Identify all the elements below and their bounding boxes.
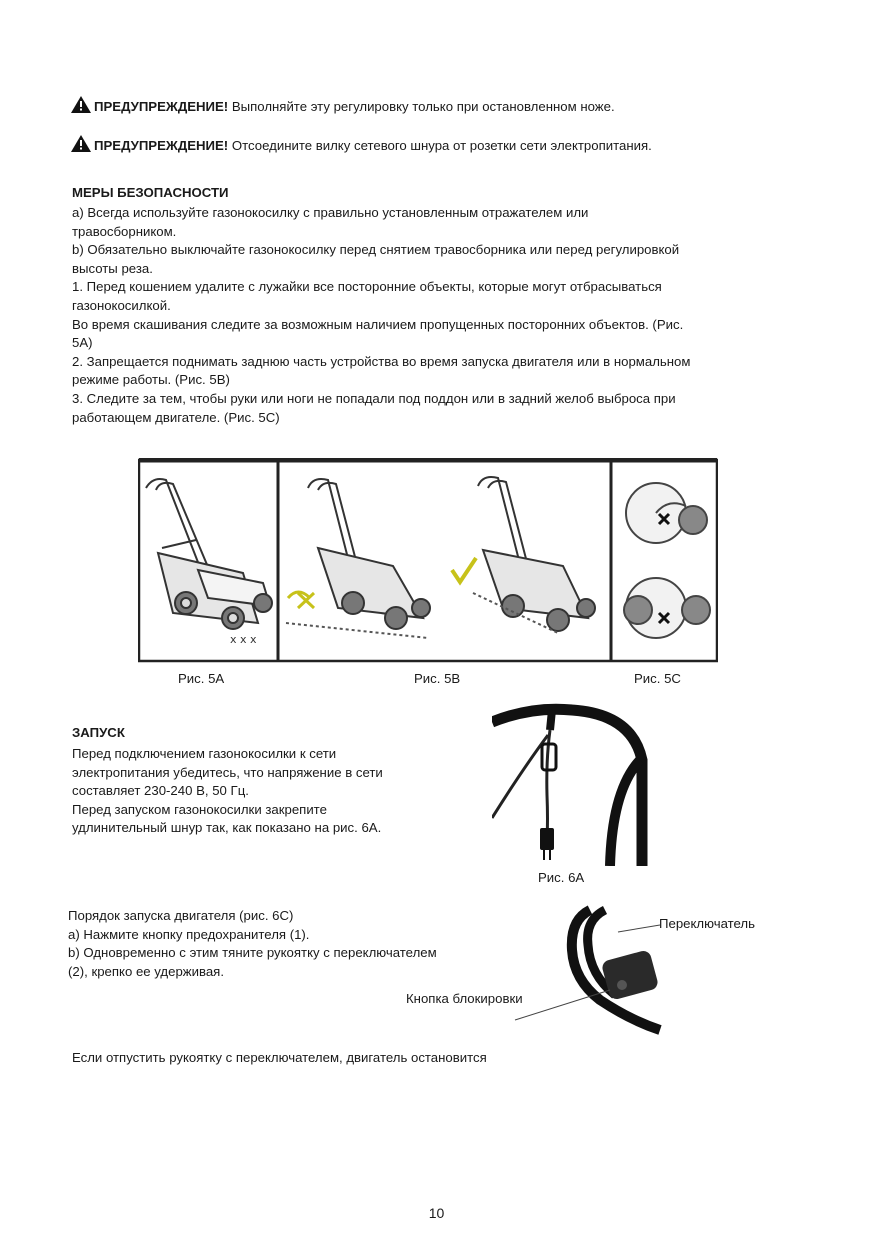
footer-note: Если отпустить рукоятку с переключателем, двигатель остановится [72,1050,487,1065]
start-line: Перед запуском газонокосилки закрепите [72,801,327,817]
start-line: составляет 230-240 В, 50 Гц. [72,783,249,799]
start-line: удлинительный шнур так, как показано на рис. 6A. [72,820,382,836]
safety-line: 3. Следите за тем, чтобы руки или ноги не попадали под поддон или в задний желоб выброса при [72,390,676,406]
engine-line: (2), крепко ее удерживая. [68,963,224,979]
caption-fig-6a: Рис. 6A [538,870,585,885]
start-heading: ЗАПУСК [72,725,125,740]
figure-6a-illustration [492,700,658,866]
warning-label: ПРЕДУПРЕЖДЕНИЕ! [94,99,229,114]
safety-text [72,204,690,427]
safety-line: a) Всегда используйте газонокосилку с правильно установленным отражателем или [72,205,589,220]
start-line: Перед подключением газонокосилки к сети [72,746,337,761]
label-lock-button: Кнопка блокировки [406,991,523,1006]
safety-line: работающем двигателе. (Рис. 5C) [72,409,280,425]
safety-line: высоты реза. [72,260,153,276]
warning-triangle-icon [71,135,91,152]
engine-line: b) Одновременно с этим тяните рукоятку с переключателем [68,945,437,961]
safety-heading: МЕРЫ БЕЗОПАСНОСТИ [72,185,229,200]
safety-line: b) Обязательно выключайте газонокосилку перед снятием травосборника или перед регулировкой [72,242,680,258]
caption-fig-5b: Рис. 5B [414,671,461,686]
label-switch: Переключатель [659,916,755,931]
page-number: 10 [428,1205,445,1221]
safety-line: травосборником. [72,223,177,239]
engine-line: a) Нажмите кнопку предохранителя (1). [68,926,310,942]
start-text [72,745,383,838]
warning-2 [71,135,652,153]
warning-1 [71,96,615,114]
svg-text:x x x: x x x [230,633,257,646]
safety-line: 1. Перед кошением удалите с лужайки все посторонние объекты, которые могут отбрасываться [72,279,662,295]
warning-text: Выполняйте эту регулировку только при остановленном ноже. [228,99,615,114]
engine-start-text [68,907,437,981]
start-line: электропитания убедитесь, что напряжение в сети [72,764,383,780]
warning-text: Отсоедините вилку сетевого шнура от розетки сети электропитания. [228,138,652,153]
warning-label: ПРЕДУПРЕЖДЕНИЕ! [94,138,229,153]
figure-6c-illustration [510,905,670,1035]
safety-line: газонокосилкой. [72,297,171,313]
caption-fig-5a: Рис. 5A [178,671,225,686]
safety-line: режиме работы. (Рис. 5B) [72,372,230,388]
safety-line: 5A) [72,335,93,351]
figure-5-illustration [138,458,718,663]
safety-line: 2. Запрещается поднимать заднюю часть устройства во время запуска двигателя или в нормальном [72,353,691,369]
safety-line: Во время скашивания следите за возможным наличием пропущенных посторонних объектов. (Рис. [72,316,684,332]
engine-line: Порядок запуска двигателя (рис. 6C) [68,908,294,923]
warning-triangle-icon [71,96,91,113]
caption-fig-5c: Рис. 5C [634,671,681,686]
